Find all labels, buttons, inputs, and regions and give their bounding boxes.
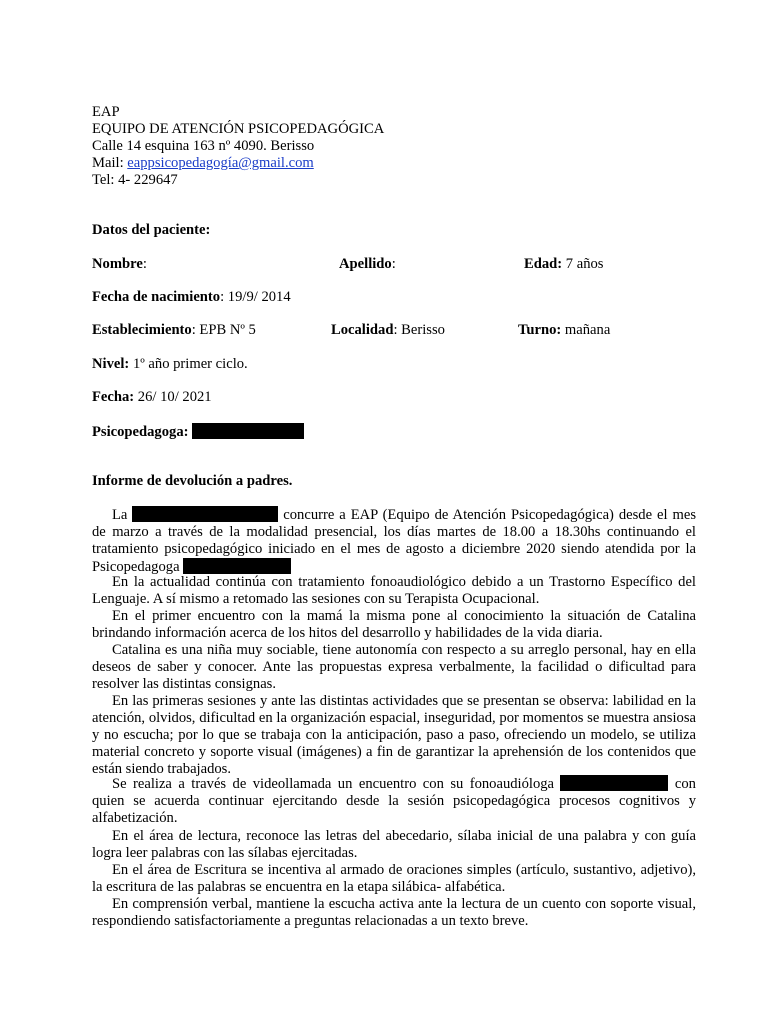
nombre-field — [92, 256, 147, 273]
mail-label: Mail: — [92, 155, 128, 171]
psicopedagoga-label: Psicopedagoga: — [92, 424, 189, 440]
nombre-colon: : — [142, 256, 147, 272]
redacted-name — [132, 506, 278, 522]
nivel-value: 1º año primer ciclo. — [129, 356, 248, 372]
p6-rest: con quien se acuerda continuar ejercitando desde la sesión psicopedagógica procesos cognitivos y alfabetización. — [92, 776, 696, 826]
nombre-label: Nombre — [92, 256, 143, 272]
localidad-label: Localidad — [331, 322, 394, 338]
fecha-field — [92, 389, 212, 406]
fecha-nacimiento-label: Fecha de nacimiento — [92, 289, 221, 305]
apellido-label: Apellido — [339, 256, 392, 272]
fecha-value: 26/ 10/ 2021 — [134, 389, 212, 405]
turno-label: Turno: — [518, 322, 562, 338]
org-tel: Tel: 4- 229647 — [92, 172, 178, 188]
org-mail — [92, 155, 314, 172]
fecha-label: Fecha: — [92, 389, 135, 405]
p6-start: Se realiza a través de videollamada un encuentro con su fonoaudióloga — [112, 776, 561, 792]
fecha-nacimiento-field — [92, 289, 291, 306]
mail-link[interactable]: eappsicopedagogía@gmail.com — [127, 155, 314, 171]
apellido-field — [339, 256, 396, 273]
localidad-field — [331, 322, 445, 339]
p1-start: La — [112, 507, 133, 523]
report-paragraph-5: En las primeras sesiones y ante las distintas actividades que se presentan se observa: labilidad en la atención, olvidos, dificultad en la organización espacial, inseguridad, por momentos se muestra ansiosa y no escucha; por lo que se trabaja con la anticipación, paso a paso, ofreciendo un modelo, se utiliza material concreto y soporte visual (imágenes) a fin de garantizar la aprehensión de los contenidos que están siendo trabajados. — [92, 693, 696, 777]
org-address: Calle 14 esquina 163 nº 4090. Berisso — [92, 138, 315, 154]
org-acronym: EAP — [92, 104, 120, 120]
nivel-label: Nivel: — [92, 356, 130, 372]
org-name: EQUIPO DE ATENCIÓN PSICOPEDAGÓGICA — [92, 121, 385, 137]
report-paragraph-6 — [92, 775, 696, 827]
localidad-value: : Berisso — [393, 322, 445, 338]
establecimiento-value: : EPB Nº 5 — [191, 322, 256, 338]
fecha-nacimiento-value: : 19/9/ 2014 — [220, 289, 291, 305]
redacted-name — [192, 423, 304, 439]
establecimiento-field — [92, 322, 256, 339]
nivel-field — [92, 356, 248, 373]
patient-section-title: Datos del paciente: — [92, 222, 211, 238]
apellido-colon: : — [391, 256, 396, 272]
report-paragraph-4: Catalina es una niña muy sociable, tiene autonomía con respecto a su arreglo personal, hay en ella deseos de saber y conocer. Ante las propuestas expresa verbalmente, la facilidad o dificultad para resolver las distintas consignas. — [92, 642, 696, 692]
report-paragraph-9: En comprensión verbal, mantiene la escucha activa ante la lectura de un cuento con soporte visual, respondiendo satisfactoriamente a preguntas relacionadas a un texto breve. — [92, 896, 696, 929]
turno-value: mañana — [561, 322, 611, 338]
edad-value: 7 años — [562, 256, 604, 272]
establecimiento-label: Establecimiento — [92, 322, 192, 338]
report-paragraph-3: En el primer encuentro con la mamá la misma pone al conocimiento la situación de Catalina brindando información acerca de los hitos del desarrollo y habilidades de la vida diaria. — [92, 608, 696, 641]
report-paragraph-1 — [92, 506, 696, 576]
report-paragraph-8: En el área de Escritura se incentiva al armado de oraciones simples (artículo, sustantivo, adjetivo), la escritura de las palabras se encuentra en la etapa silábica- alfabética. — [92, 862, 696, 895]
redacted-name — [560, 775, 668, 791]
edad-field — [524, 256, 603, 273]
p1-rest: concurre a EAP (Equipo de Atención Psicopedagógica) desde el mes de marzo a través de la modalidad presencial, los días martes de 18.00 a 18.30hs continuando el tratamiento psicopedagógico iniciado en el mes de agosto a diciembre 2020 siendo atendida por la Psicopedagoga — [92, 507, 696, 575]
turno-field — [518, 322, 610, 339]
report-title: Informe de devolución a padres. — [92, 473, 293, 489]
psicopedagoga-field — [92, 423, 304, 441]
report-paragraph-2: En la actualidad continúa con tratamiento fonoaudiológico debido a un Trastorno Específico del Lenguaje. A sí mismo a retomado las sesiones con su Terapista Ocupacional. — [92, 574, 696, 607]
report-paragraph-7: En el área de lectura, reconoce las letras del abecedario, sílaba inicial de una palabra y con guía logra leer palabras con las sílabas ejercitadas. — [92, 828, 696, 861]
redacted-name — [183, 558, 291, 574]
edad-label: Edad: — [524, 256, 563, 272]
